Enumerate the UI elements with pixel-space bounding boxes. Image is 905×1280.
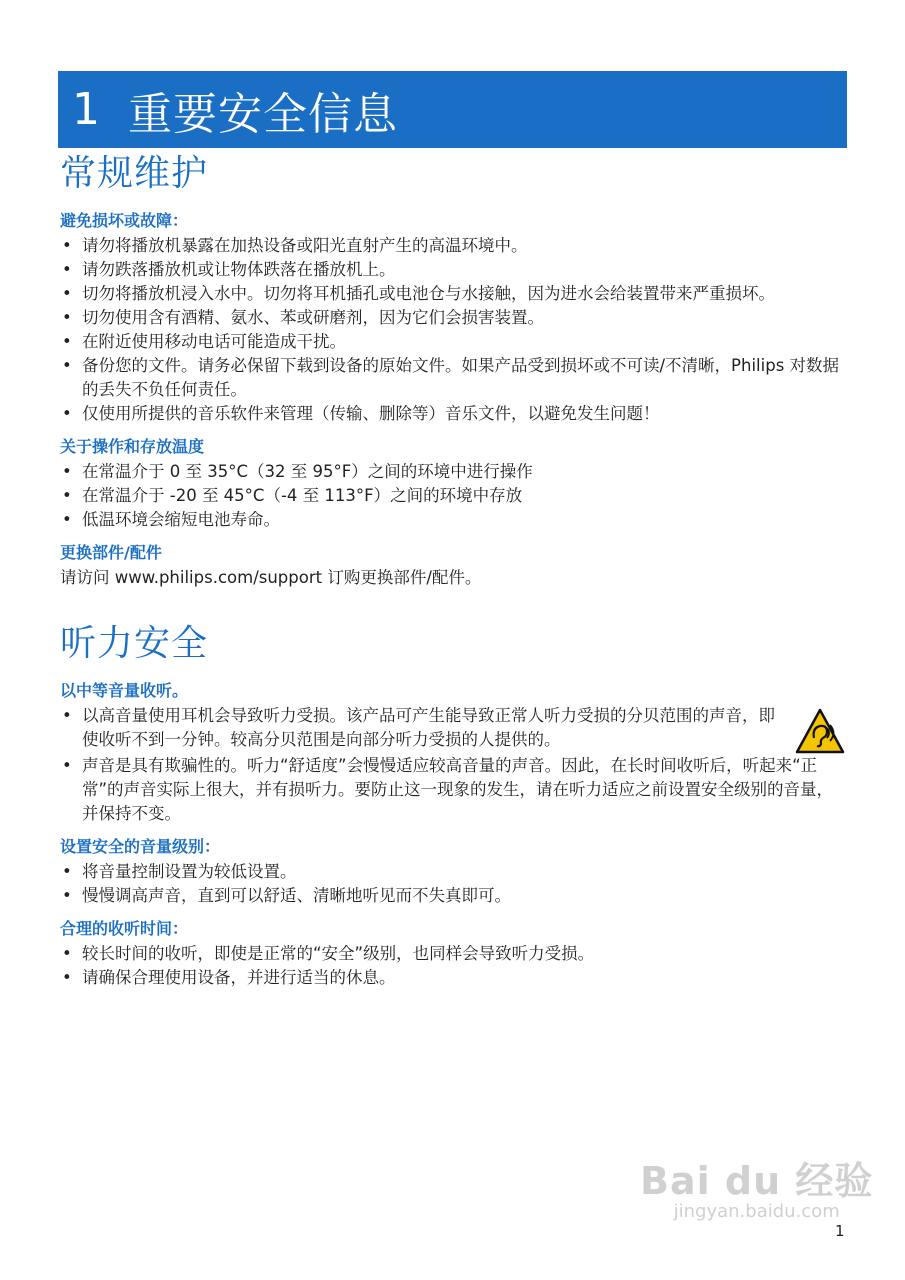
list-item: • 低温环境会缩短电池寿命。 xyxy=(60,508,845,532)
chapter-title: 重要安全信息 xyxy=(128,88,398,140)
replacement-text: 请访问 www.philips.com/support 订购更换部件/配件。 xyxy=(60,568,482,587)
list-item: • 在常温介于 -20 至 45°C（-4 至 113°F）之间的环境中存放 xyxy=(60,484,845,508)
group-heading-safe-level: 设置安全的音量级别： xyxy=(60,837,221,856)
moderate-volume-list xyxy=(60,704,779,752)
page-number: 1 xyxy=(835,1222,845,1240)
watermark-brand: Bai du 经验 xyxy=(640,1159,874,1203)
hearing-warning-icon xyxy=(795,708,845,754)
moderate-volume-block xyxy=(60,704,845,754)
list-item: • 以高音量使用耳机会导致听力受损。该产品可产生能导致正常人听力受损的分贝范围的声音，即使收听不到一分钟。较高分贝范围是向部分听力受损的人提供的。 xyxy=(60,704,779,752)
page-content xyxy=(60,148,845,990)
list-item: • 在常温介于 0 至 35°C（32 至 95°F）之间的环境中进行操作 xyxy=(60,460,845,484)
temperature-list xyxy=(60,460,845,532)
section-title-maintenance: 常规维护 xyxy=(60,153,209,194)
group-heading-avoid-damage: 避免损坏或故障： xyxy=(60,211,189,230)
group-heading-replacement: 更换部件/配件 xyxy=(60,543,162,562)
chapter-banner xyxy=(58,71,847,148)
list-item: • 慢慢调高声音，直到可以舒适、清晰地听见而不失真即可。 xyxy=(60,884,845,908)
watermark-url: jingyan.baidu.com xyxy=(673,1201,840,1222)
list-item: • 较长时间的收听，即使是正常的“安全”级别，也同样会导致听力受损。 xyxy=(60,942,845,966)
moderate-volume-list-cont xyxy=(60,754,845,826)
group-heading-listening-time: 合理的收听时间： xyxy=(60,919,189,938)
list-item: • 仅使用所提供的音乐软件来管理（传输、删除等）音乐文件，以避免发生问题！ xyxy=(60,402,845,426)
list-item: • 切勿将播放机浸入水中。切勿将耳机插孔或电池仓与水接触，因为进水会给装置带来严重损坏。 xyxy=(60,282,845,306)
list-item: • 备份您的文件。请务必保留下载到设备的原始文件。如果产品受到损坏或不可读/不清晰，Philips 对数据的丢失不负任何责任。 xyxy=(60,354,845,402)
group-heading-moderate-volume: 以中等音量收听。 xyxy=(60,681,189,700)
list-item: • 将音量控制设置为较低设置。 xyxy=(60,860,845,884)
listening-time-list xyxy=(60,942,845,990)
list-item: • 请勿将播放机暴露在加热设备或阳光直射产生的高温环境中。 xyxy=(60,234,845,258)
list-item: • 声音是具有欺骗性的。听力“舒适度”会慢慢适应较高音量的声音。因此，在长时间收听后，听起来“正常”的声音实际上很大，并有损听力。要防止这一现象的发生，请在听力适应之前设置安全级别的音量，并保持不变。 xyxy=(60,754,845,826)
avoid-damage-list xyxy=(60,234,845,426)
chapter-number: 1 xyxy=(72,84,100,135)
list-item: • 在附近使用移动电话可能造成干扰。 xyxy=(60,330,845,354)
list-item: • 请勿跌落播放机或让物体跌落在播放机上。 xyxy=(60,258,845,282)
section-title-hearing: 听力安全 xyxy=(60,623,209,664)
baidu-watermark xyxy=(640,1150,873,1222)
list-item: • 请确保合理使用设备，并进行适当的休息。 xyxy=(60,966,845,990)
group-heading-temperature: 关于操作和存放温度 xyxy=(60,437,205,456)
list-item: • 切勿使用含有酒精、氨水、苯或研磨剂，因为它们会损害装置。 xyxy=(60,306,845,330)
safe-level-list xyxy=(60,860,845,908)
